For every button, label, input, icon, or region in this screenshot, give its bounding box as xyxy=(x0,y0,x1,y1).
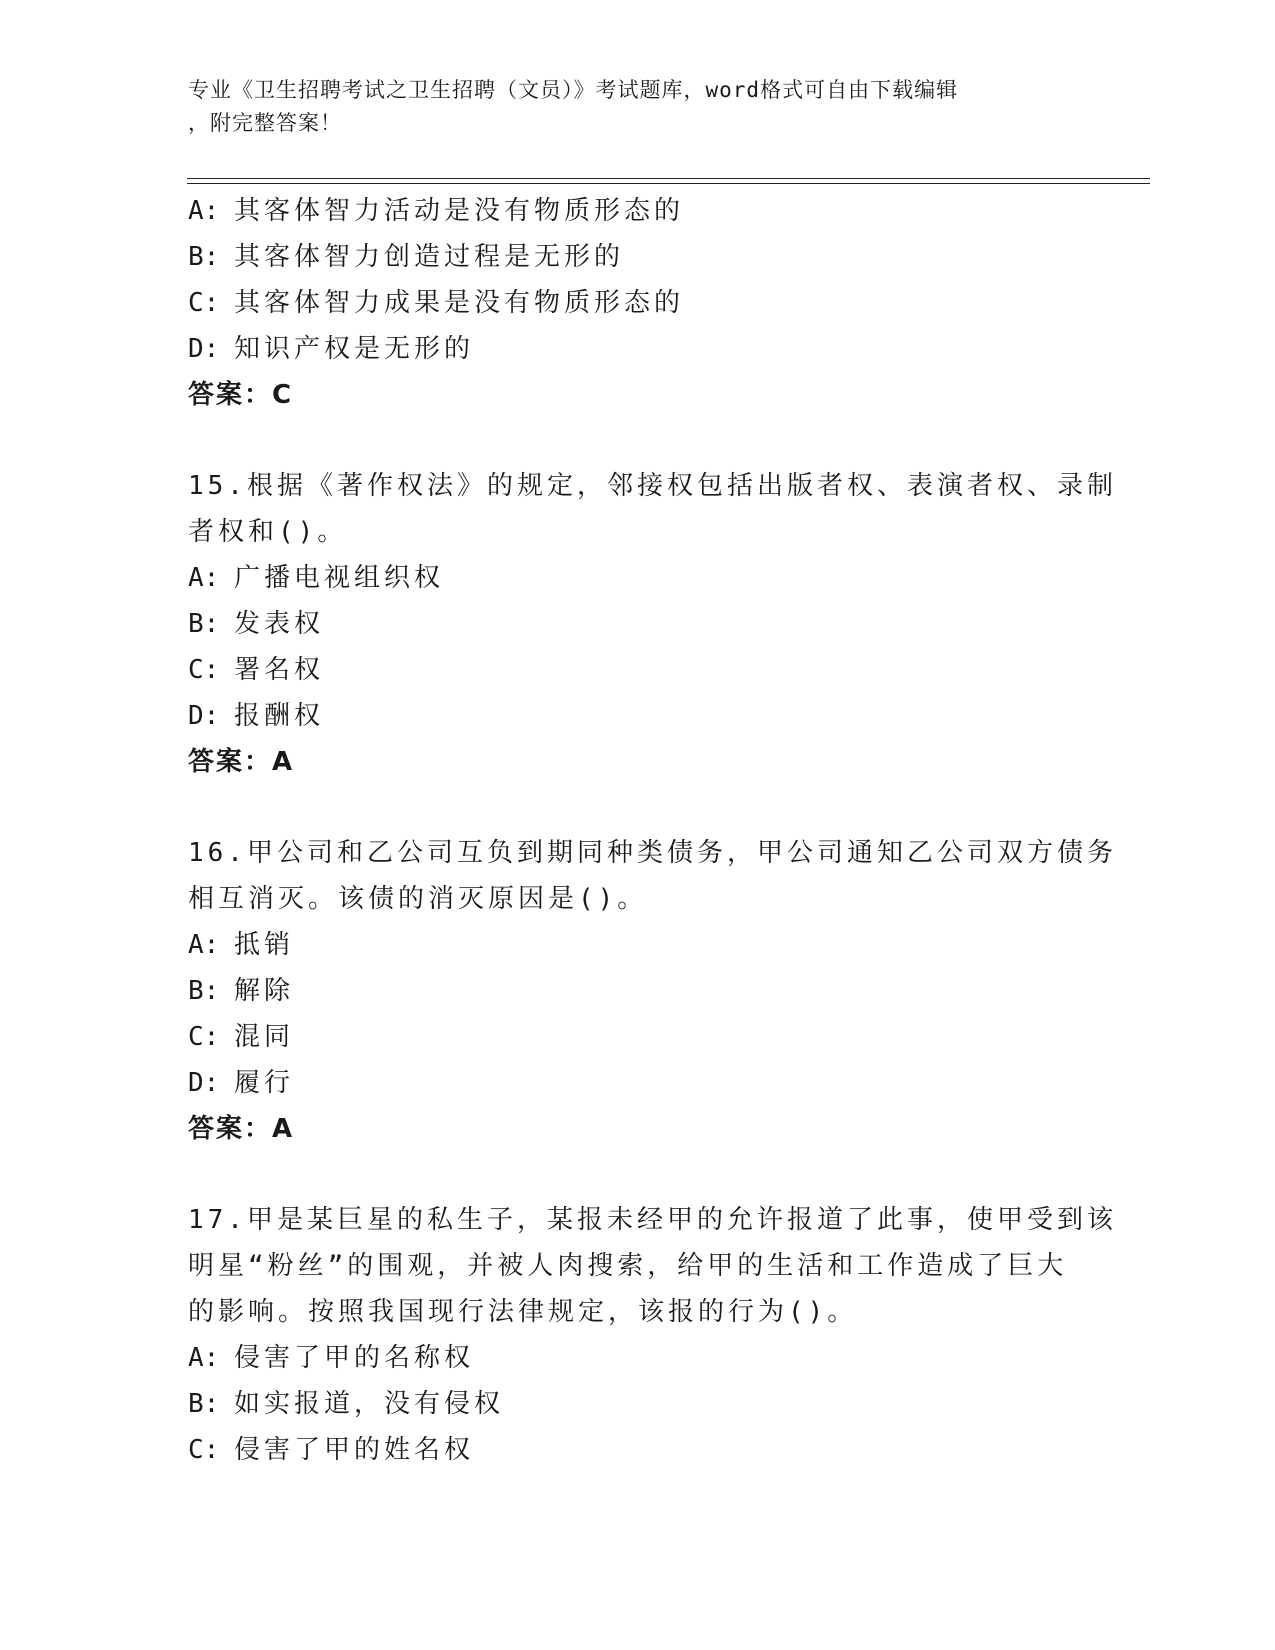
question-list xyxy=(188,188,1117,1473)
answer-line: 答案：A xyxy=(188,1114,295,1144)
option-c: C: 其客体智力成果是没有物质形态的 xyxy=(188,288,685,318)
header-rule-bottom xyxy=(187,183,1150,184)
question-15 xyxy=(188,463,1117,785)
question-stem-line: 明星“粉丝”的围观，并被人肉搜索，给甲的生活和工作造成了巨大 xyxy=(188,1251,1068,1281)
question-stem-line: 17.甲是某巨星的私生子，某报未经甲的允许报道了此事，使甲受到该 xyxy=(188,1205,1117,1235)
option-a: A: 抵销 xyxy=(188,930,295,960)
answer-line: 答案：C xyxy=(188,380,294,410)
question-16 xyxy=(188,830,1117,1152)
document-header xyxy=(188,74,1068,140)
spacer xyxy=(188,1152,1088,1197)
answer-line: 答案：A xyxy=(188,747,295,777)
option-a: A: 广播电视组织权 xyxy=(188,563,445,593)
header-line-1: 专业《卫生招聘考试之卫生招聘（文员）》考试题库，word格式可自由下载编辑 xyxy=(188,78,959,102)
header-line-2: ，附完整答案！ xyxy=(188,111,342,135)
question-stem-line: 的影响。按照我国现行法律规定，该报的行为()。 xyxy=(188,1297,858,1327)
option-b: B: 解除 xyxy=(188,976,295,1006)
option-c: C: 侵害了甲的姓名权 xyxy=(188,1435,475,1465)
question-stem-line: 16.甲公司和乙公司互负到期同种类债务，甲公司通知乙公司双方债务 xyxy=(188,838,1117,868)
option-a: A: 其客体智力活动是没有物质形态的 xyxy=(188,196,685,226)
option-d: D: 知识产权是无形的 xyxy=(188,334,475,364)
option-a: A: 侵害了甲的名称权 xyxy=(188,1343,475,1373)
question-stem-line: 15.根据《著作权法》的规定，邻接权包括出版者权、表演者权、录制 xyxy=(188,471,1117,501)
option-b: B: 发表权 xyxy=(188,609,325,639)
spacer xyxy=(188,785,1088,830)
header-rule-top xyxy=(187,178,1150,179)
question-stem-line: 者权和()。 xyxy=(188,517,348,547)
option-c: C: 署名权 xyxy=(188,655,325,685)
question-17 xyxy=(188,1197,1117,1473)
option-c: C: 混同 xyxy=(188,1022,295,1052)
question-14 xyxy=(188,188,1088,418)
option-b: B: 如实报道，没有侵权 xyxy=(188,1389,505,1419)
option-d: D: 报酬权 xyxy=(188,701,325,731)
option-d: D: 履行 xyxy=(188,1068,295,1098)
question-stem-line: 相互消灭。该债的消灭原因是()。 xyxy=(188,884,648,914)
spacer xyxy=(188,418,1088,463)
option-b: B: 其客体智力创造过程是无形的 xyxy=(188,242,625,272)
